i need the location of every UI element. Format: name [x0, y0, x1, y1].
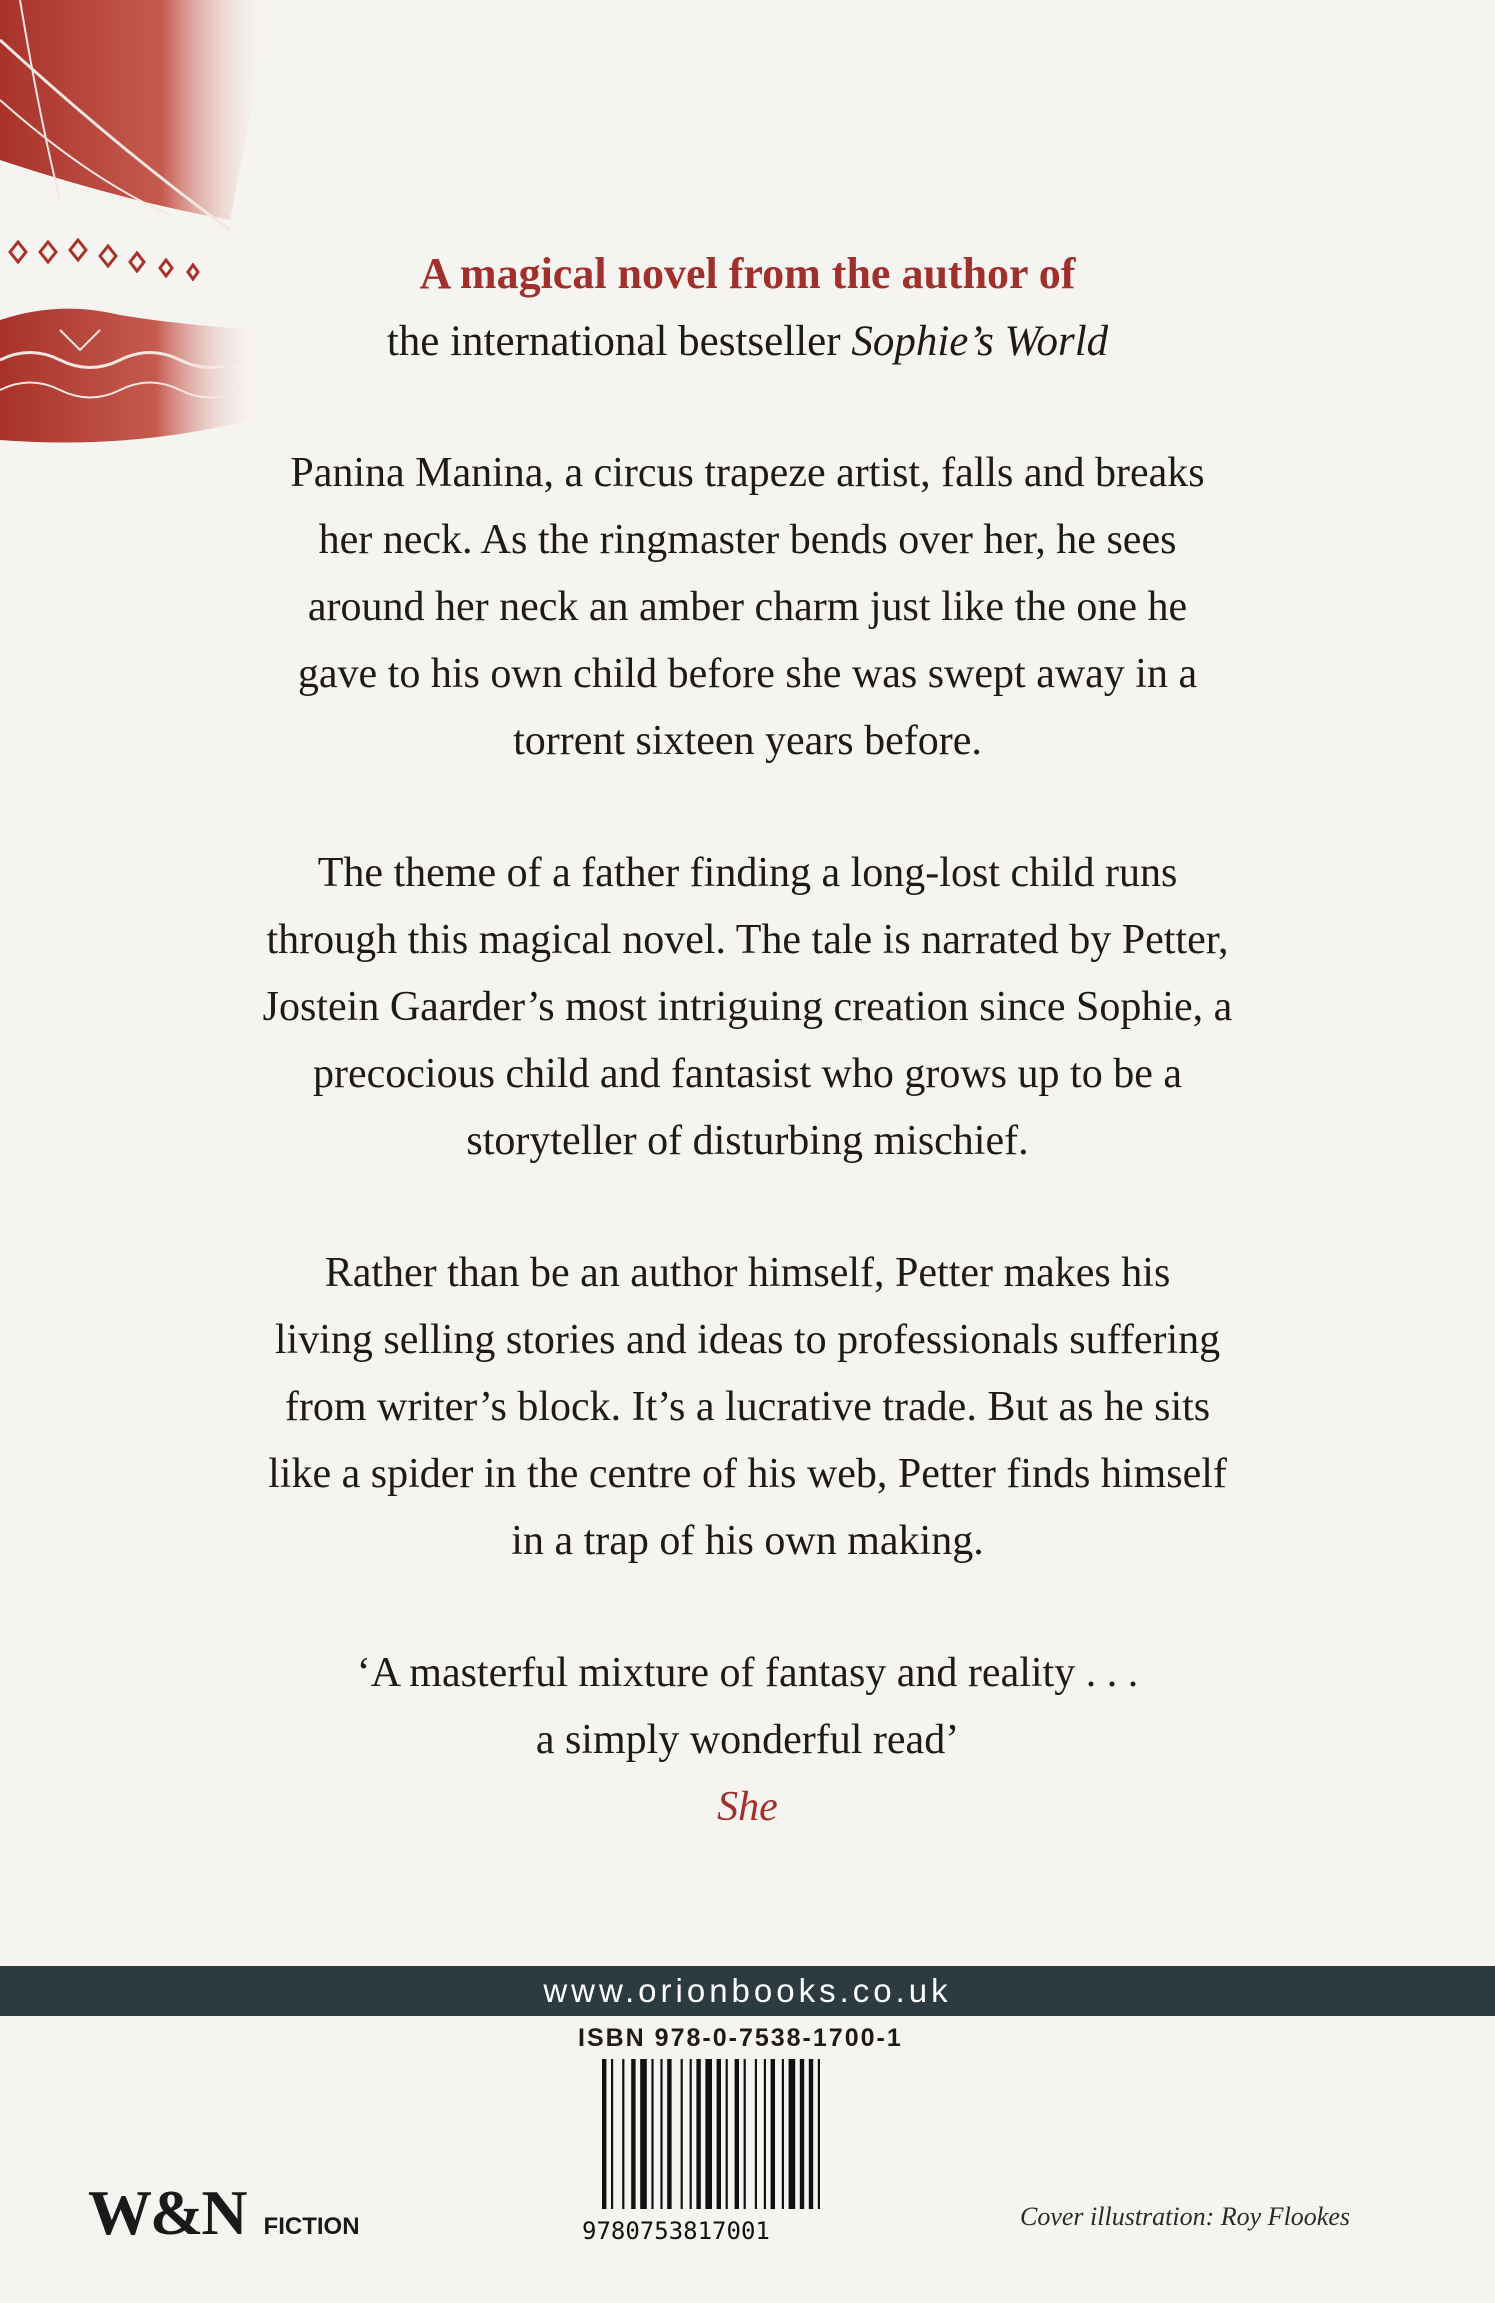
blurb-line: The theme of a father finding a long-lost child runs: [317, 850, 1178, 896]
blurb-line: through this magical novel. The tale is narrated by Petter,: [266, 917, 1229, 963]
blurb-line: gave to his own child before she was swept away in a: [297, 651, 1198, 697]
publisher-logo: W&N: [88, 2177, 246, 2248]
blurb-line: precocious child and fantasist who grows up to be a: [313, 1051, 1182, 1097]
blurb-line: from writer’s block. It’s a lucrative trade. But as he sits: [284, 1384, 1211, 1430]
publisher-url[interactable]: www.orionbooks.co.uk: [543, 1972, 952, 2009]
tagline-headline: A magical novel from the author of: [419, 249, 1076, 298]
isbn-barcode: [578, 2055, 898, 2245]
publisher-label: FICTION: [263, 2213, 360, 2240]
blurb-line: in a trap of his own making.: [511, 1518, 984, 1564]
circus-tent-illustration: [0, 0, 290, 450]
barcode-digits: 9780753817001: [582, 2217, 770, 2245]
review-quote: [0, 1640, 1495, 1841]
quote-line-2: a simply wonderful read’: [535, 1717, 960, 1763]
blurb-paragraph-2: [0, 840, 1495, 1175]
tagline-subline: [0, 308, 1495, 376]
blurb-line: torrent sixteen years before.: [513, 718, 982, 764]
blurb-line: living selling stories and ideas to professionals suffering: [274, 1317, 1221, 1363]
tagline-prefix: the international bestseller: [386, 318, 852, 365]
isbn-label: ISBN 978-0-7538-1700-1: [578, 2024, 903, 2052]
blurb-line: Panina Manina, a circus trapeze artist, falls and breaks: [290, 450, 1205, 496]
blurb-line: Jostein Gaarder’s most intriguing creation since Sophie, a: [262, 984, 1233, 1030]
blurb-line: her neck. As the ringmaster bends over her, he sees: [318, 517, 1177, 563]
blurb-line: Rather than be an author himself, Petter makes his: [324, 1250, 1171, 1296]
tagline-book-title: Sophie’s World: [851, 318, 1109, 365]
quote-source: She: [717, 1784, 778, 1830]
blurb-line: storyteller of disturbing mischief.: [466, 1118, 1029, 1164]
quote-line-1: ‘A masterful mixture of fantasy and reality . . .: [356, 1650, 1139, 1696]
blurb-paragraph-1: [0, 440, 1495, 775]
publisher-url-bar: [0, 1966, 1495, 2016]
tagline: [0, 240, 1495, 376]
publisher-imprint: [88, 2176, 360, 2250]
blurb-paragraph-3: [0, 1240, 1495, 1575]
blurb-line: around her neck an amber charm just like the one he: [307, 584, 1188, 630]
cover-credit: Cover illustration: Roy Flookes: [1019, 2202, 1350, 2231]
blurb-line: like a spider in the centre of his web, Petter finds himself: [268, 1451, 1227, 1497]
